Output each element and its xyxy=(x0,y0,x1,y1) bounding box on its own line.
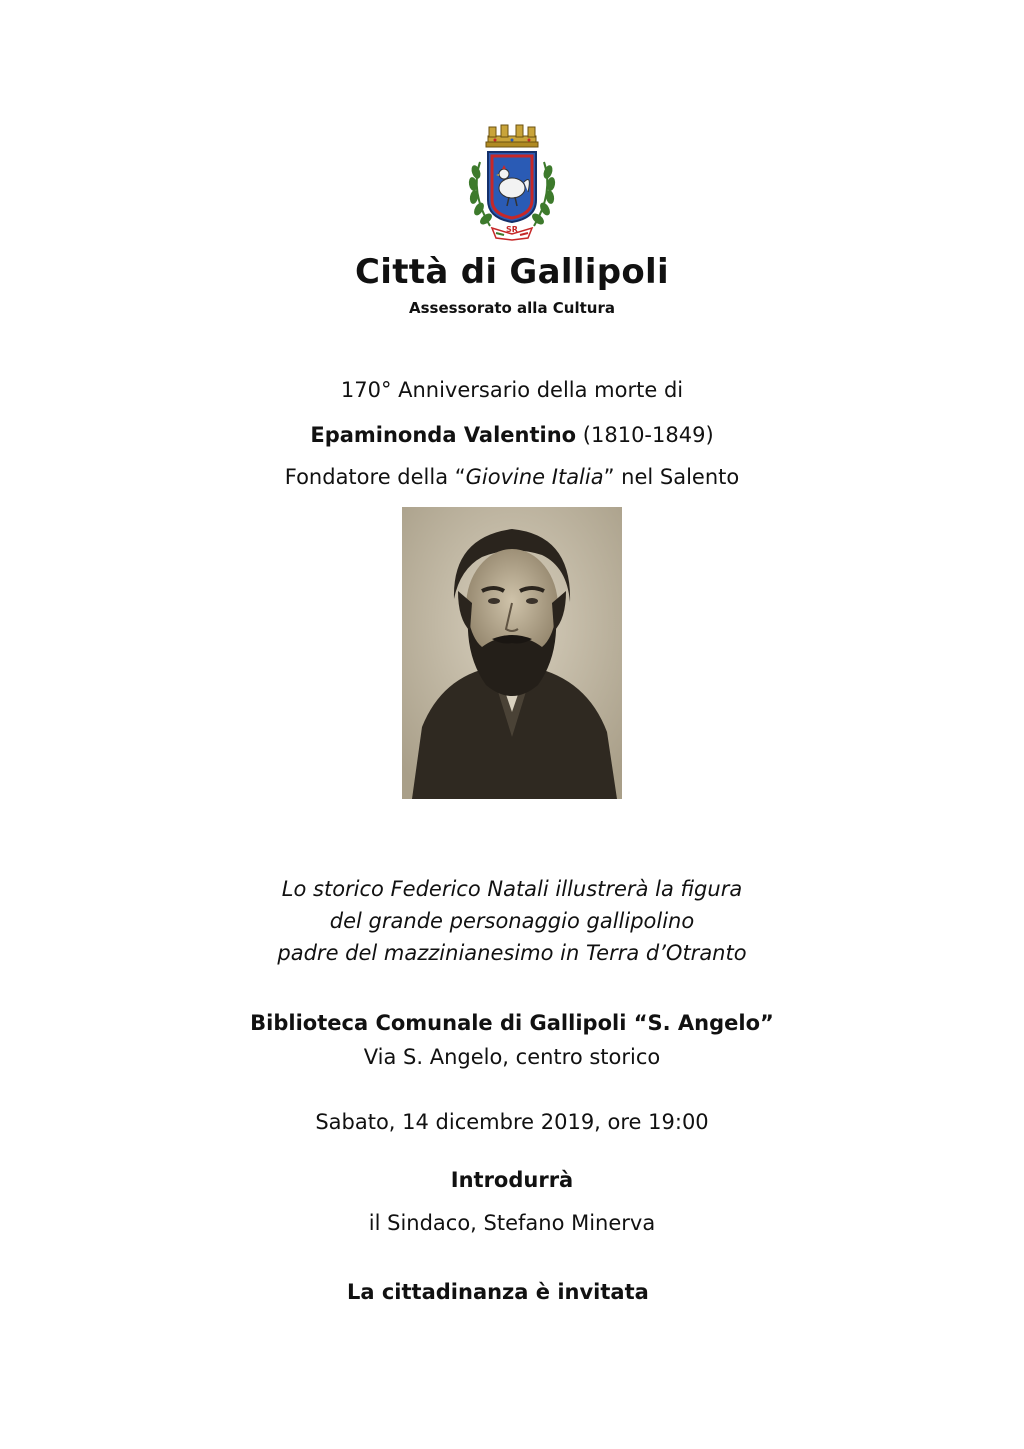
description-line: del grande personaggio gallipolino xyxy=(329,909,695,933)
movement-name: Giovine Italia xyxy=(465,465,604,489)
person-name: Epaminonda Valentino xyxy=(310,423,577,447)
coat-of-arms-icon xyxy=(462,122,562,242)
invitation-line: La cittadinanza è invitata xyxy=(347,1280,649,1304)
department-subtitle: Assessorato alla Cultura xyxy=(409,299,615,317)
description-line: Lo storico Federico Natali illustrerà la figura xyxy=(281,877,743,901)
crown-icon xyxy=(486,125,538,147)
portrait-image xyxy=(402,507,622,799)
founder-line xyxy=(0,465,1024,489)
intro-label: Introdurrà xyxy=(450,1168,574,1192)
city-title: Città di Gallipoli xyxy=(355,252,669,292)
person-years: (1810-1849) xyxy=(582,423,714,447)
founder-prefix: Fondatore della “ xyxy=(284,465,466,489)
intro-person: il Sindaco, Stefano Minerva xyxy=(368,1211,656,1235)
venue-name: Biblioteca Comunale di Gallipoli “S. Angelo” xyxy=(250,1011,774,1035)
venue-address: Via S. Angelo, centro storico xyxy=(363,1045,661,1069)
founder-suffix: ” nel Salento xyxy=(603,465,740,489)
description-line: padre del mazzinianesimo in Terra d’Otranto xyxy=(277,941,747,965)
person-line xyxy=(0,423,1024,447)
svg-text:SR: SR xyxy=(506,225,518,234)
anniversary-line: 170° Anniversario della morte di xyxy=(340,378,684,402)
event-datetime: Sabato, 14 dicembre 2019, ore 19:00 xyxy=(315,1110,709,1134)
event-description xyxy=(0,873,1024,969)
